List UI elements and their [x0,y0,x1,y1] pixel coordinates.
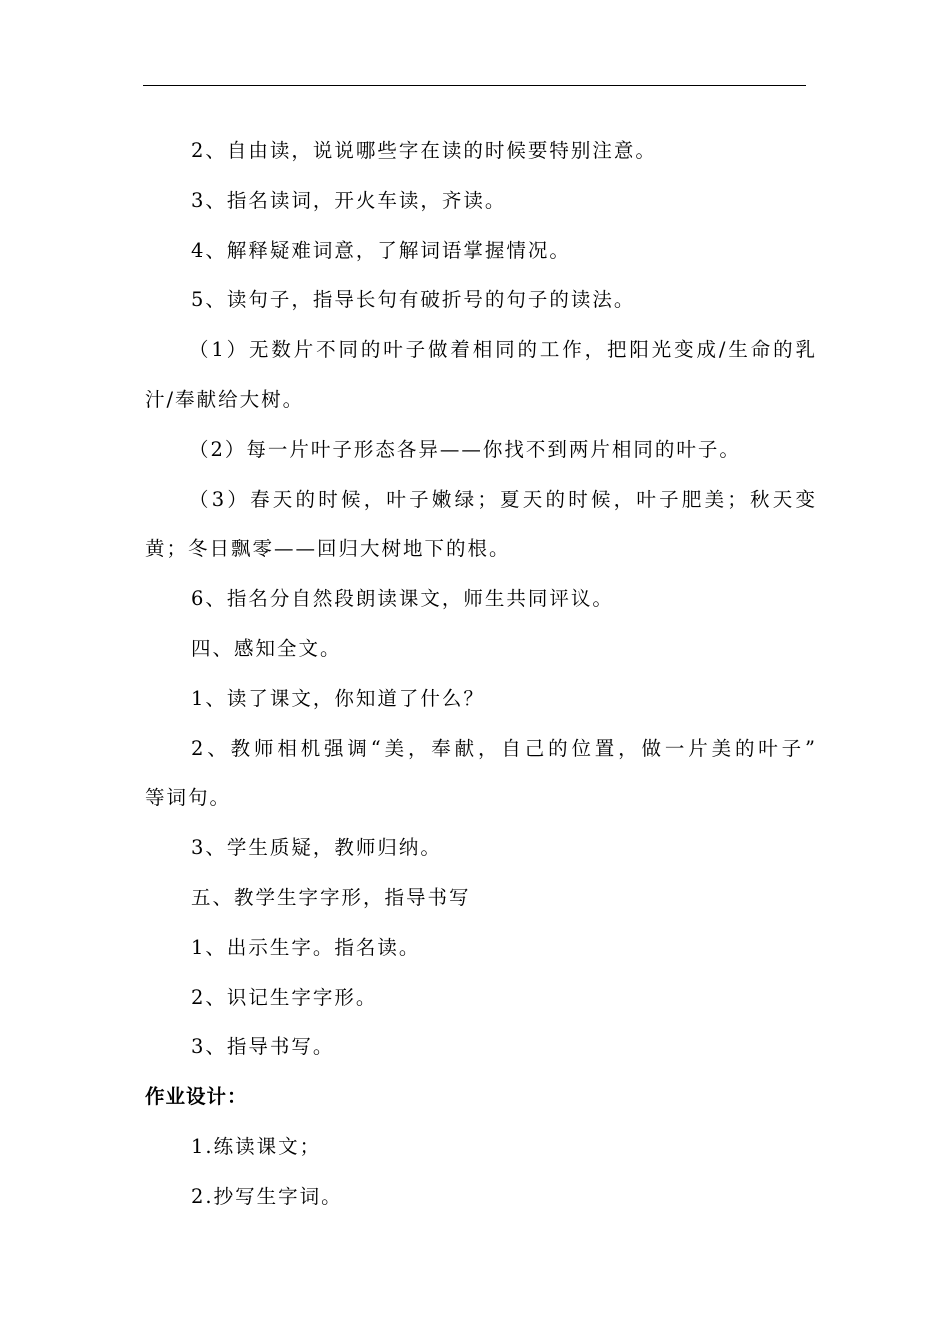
paragraph-4-1: 1、读了课文，你知道了什么？ [191,686,485,710]
header-rule [143,85,806,86]
homework-heading: 作业设计： [145,1085,248,1109]
paragraph-5-3: 3、指导书写。 [191,1035,335,1059]
paragraph-4-2-line-1: 2、教师相机强调“美，奉献，自己的位置，做一片美的叶子” [191,736,817,760]
section-heading-5: 五、教学生字字形，指导书写 [191,885,471,909]
paragraph-step-5: 5、读句子，指导长句有破折号的句子的读法。 [191,288,636,312]
paragraph-step-6: 6、指名分自然段朗读课文，师生共同评议。 [191,587,614,611]
homework-item-2: 2.抄写生字词。 [191,1184,343,1208]
paragraph-step-3: 3、指名读词，开火车读，齐读。 [191,188,507,212]
paragraph-4-3: 3、学生质疑，教师归纳。 [191,836,442,860]
sentence-3-line-2: 黄；冬日飘零——回归大树地下的根。 [145,537,511,561]
paragraph-step-2: 2、自由读，说说哪些字在读的时候要特别注意。 [191,139,657,162]
sentence-1-line-2: 汁/奉献给大树。 [145,387,305,411]
sentence-2: （2）每一片叶子形态各异——你找不到两片相同的叶子。 [189,437,741,461]
paragraph-5-2: 2、识记生字字形。 [191,985,378,1009]
homework-item-1: 1.练读课文； [191,1134,322,1158]
paragraph-step-4: 4、解释疑难词意，了解词语掌握情况。 [191,238,571,262]
document-body [145,126,817,1222]
sentence-3-line-1: （3）春天的时候，叶子嫩绿；夏天的时候，叶子肥美；秋天变 [189,487,817,511]
sentence-1-line-1: （1）无数片不同的叶子做着相同的工作，把阳光变成/生命的乳 [189,338,817,362]
paragraph-4-2-line-2: 等词句。 [145,786,232,810]
paragraph-5-1: 1、出示生字。指名读。 [191,935,421,959]
section-heading-4: 四、感知全文。 [191,636,342,660]
